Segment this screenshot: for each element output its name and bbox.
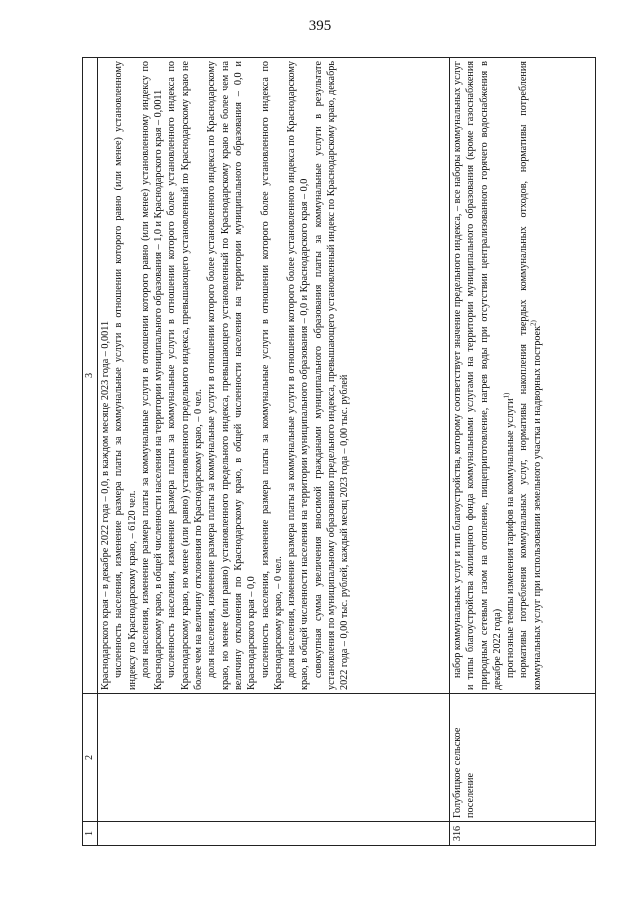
table-row-continued (98, 58, 450, 846)
paragraph: доля населения, изменение размера платы за коммунальные услуги в отношении которого более установленного индекса по Краснодарскому краю, в общей численности населения на территории муниципального образования – 0,0 и Краснодарского края – 0,0 (286, 61, 311, 690)
paragraph: набор коммунальных услуг и тип благоустройства, которому соответствует значение предельного индекса, – все наборы коммунальных услуг и типы благоустройства жилищного фонда коммунальными услугами на территории муниципального образования (кроме газоснабжения природным сетевым газом на отопление, пищеприготовление, нагрев воды при отсутствии централизованного горячего водоснабжения в декабре 2022 года) (452, 61, 503, 690)
paragraph (517, 61, 544, 690)
table-row-316 (450, 58, 596, 846)
paragraph: доля населения, изменение размера платы за коммунальные услуги в отношении которого более установленного индекса по Краснодарскому краю, но менее (или равно) установленного предельного индекса, превышающего установленный по Краснодарскому краю не более чем на величину отклонения по Краснодарскому краю, в общей численности населения на территории муниципального образования – 0,0 и Краснодарского края – 0,0 (206, 61, 258, 690)
document-table (82, 57, 596, 846)
paragraph: численность населения, изменение размера платы за коммунальные услуги в отношении которого равно (или менее) установленному индексу по Краснодарскому краю, – 6120 чел. (113, 61, 138, 690)
paragraph: Краснодарского края – в декабре 2022 года – 0,0, в каждом месяце 2023 года – 0,0011 (100, 320, 111, 690)
footnote-ref: 1) (502, 392, 511, 399)
cell-row-316-description (450, 58, 596, 694)
cell-row-number: 316 (450, 822, 596, 846)
footnote-ref: 2) (529, 320, 538, 326)
table-header-row (83, 58, 98, 846)
cell-municipality-name: Голубицкое сельское поселение (450, 694, 596, 822)
paragraph: доля населения, изменение размера платы за коммунальные услуги в отношении которого равно (или менее) установленному индексу по Краснодарскому краю, в общей численности населения на территории муниципального образования – 1,0 и Краснодарского края – 0,0011 (139, 61, 165, 690)
paragraph-text: прогнозные темпы изменения тарифов на коммунальные услуги (505, 398, 517, 678)
page-number: 395 (308, 18, 332, 34)
header-col-1: 1 (83, 822, 98, 846)
paragraph: численность населения, изменение размера платы за коммунальные услуги в отношении которого более установленного индекса по Краснодарскому краю, – 0 чел. (259, 61, 284, 690)
header-col-2: 2 (83, 694, 98, 822)
cell-prev-name (98, 694, 450, 822)
paragraph (504, 61, 517, 690)
paragraph: совокупная сумма увеличения вносимой гражданами муниципального образования платы за коммунальные услуги в результате установления по муниципальному образованию предельного индекса, превышающего установленный индекс по Краснодарскому краю, декабрь 2022 года – 0,00 тыс. рублей, каждый месяц 2023 года – 0,00 тыс. рублей (312, 61, 351, 690)
cell-prev-num (98, 822, 450, 846)
paragraph-text: нормативы потребления коммунальных услуг, нормативы накопления твердых коммунальных отходов, нормативы потребления коммунальных услуг при использовании земельного участка и надворных построек (518, 61, 543, 690)
header-col-3: 3 (83, 58, 98, 694)
rotated-table-wrapper (82, 58, 596, 846)
paragraph: численность населения, изменение размера платы за коммунальные услуги в отношении которого более установленного индекса по Краснодарскому краю, но менее (или равно) установленного предельного индекса, превышающего установленный по Краснодарскому краю не более чем на величину отклонения по Краснодарскому краю, – 0 чел. (166, 61, 205, 690)
cell-prev-description (98, 58, 450, 694)
